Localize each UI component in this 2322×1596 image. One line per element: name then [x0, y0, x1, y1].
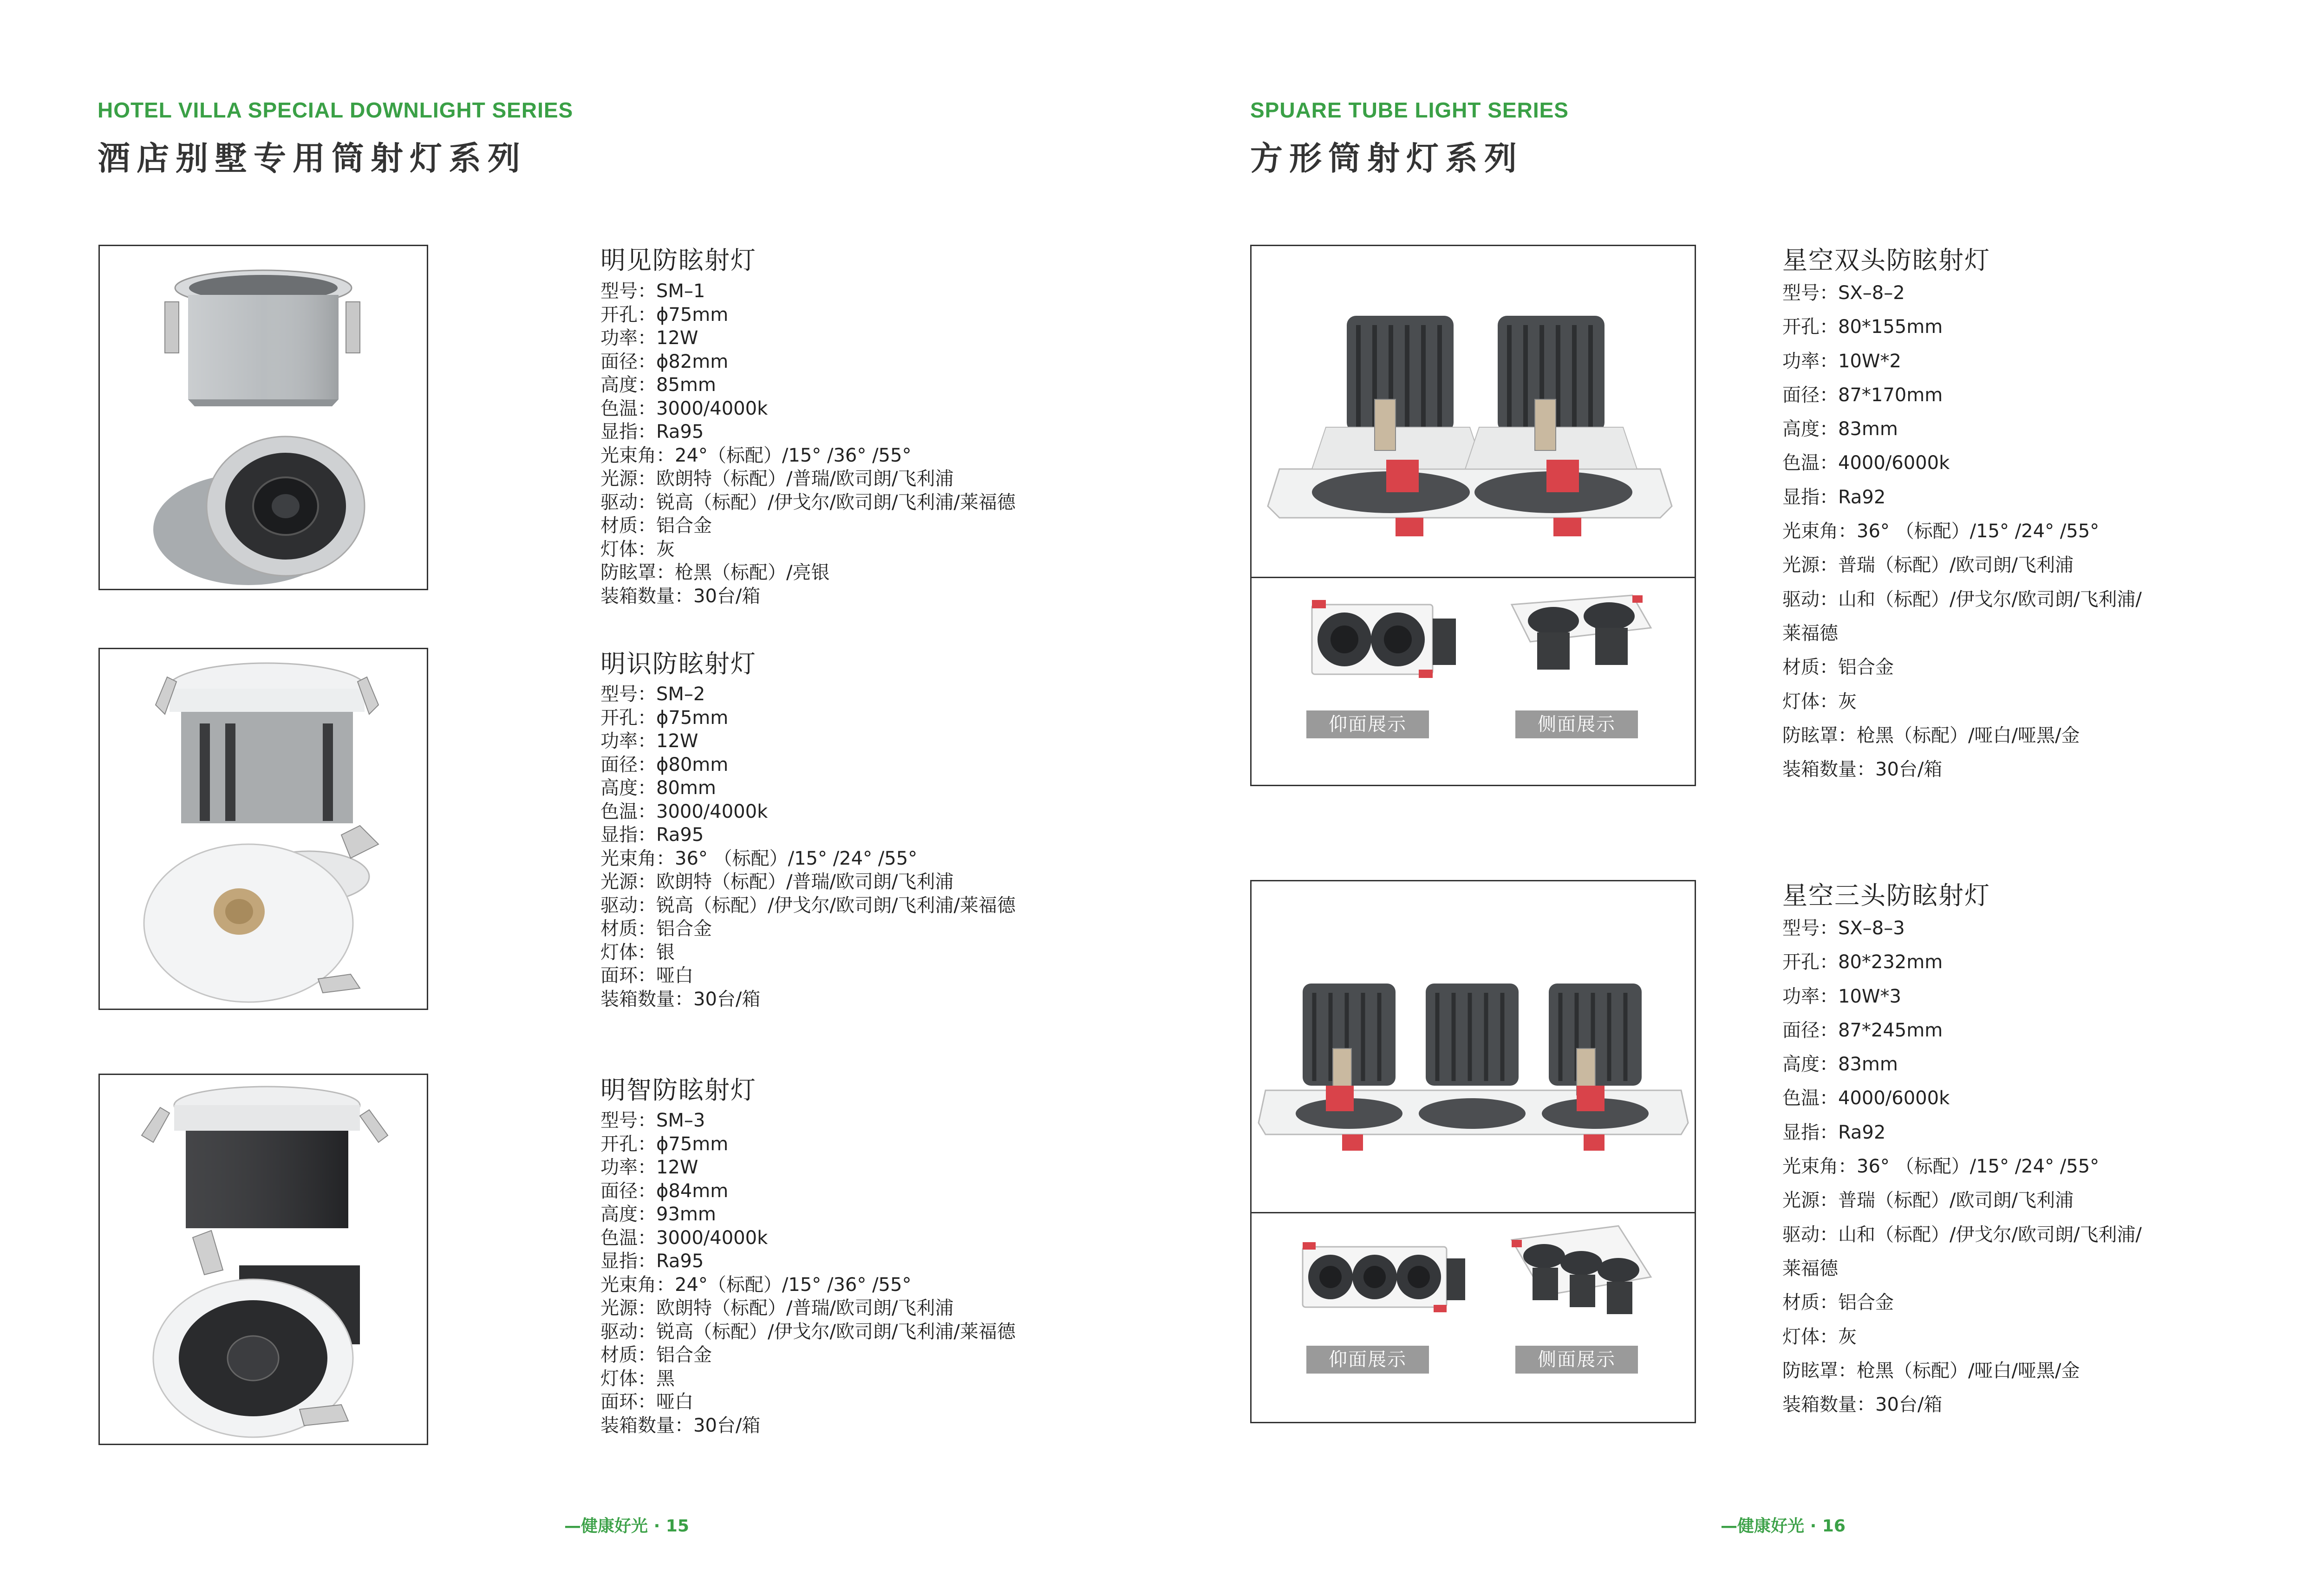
spec-line: 功率：12W	[600, 327, 698, 349]
spec-line: 面径：ϕ80mm	[600, 754, 729, 775]
spec-line: 高度：80mm	[600, 777, 716, 799]
product-title-sm1: 明见防眩射灯	[600, 246, 757, 275]
spec-line: 驱动：山和（标配）/伊戈尔/欧司朗/飞利浦/	[1782, 588, 2142, 610]
product-title-sx82: 星空双头防眩射灯	[1782, 246, 1990, 275]
spec-line: 防眩罩：枪黑（标配）/哑白/哑黑/金	[1782, 724, 2080, 746]
product-image-frame-sx82	[1250, 245, 1696, 786]
spec-line: 色温：4000/6000k	[1782, 1088, 1950, 1109]
product-image-frame-sm2	[98, 648, 428, 1010]
product-title-sm2: 明识防眩射灯	[600, 649, 757, 678]
page-number: 16	[1822, 1517, 1846, 1536]
spec-list-sm1	[600, 280, 1016, 608]
spec-line: 型号：SM–1	[600, 280, 705, 302]
spec-line: 光束角：36° （标配）/15° /24° /55°	[600, 847, 918, 869]
spec-line: 高度：93mm	[600, 1204, 716, 1225]
right-series-title-cn: 方形筒射灯系列	[1250, 139, 1523, 177]
spec-line: 防眩罩：枪黑（标配）/哑白/哑黑/金	[1782, 1360, 2080, 1381]
spec-line: 装箱数量：30台/箱	[600, 988, 761, 1010]
spec-line: 显指：Ra95	[600, 421, 704, 443]
spec-line: 装箱数量：30台/箱	[1782, 1394, 1943, 1416]
spec-line: 材质：铝合金	[600, 515, 712, 536]
spec-line: 驱动：锐高（标配）/伊戈尔/欧司朗/飞利浦/莱福德	[600, 894, 1016, 916]
spec-line: 防眩罩：枪黑（标配）/亮银	[600, 562, 830, 583]
bottom-view-tag: 仰面展示	[1306, 710, 1429, 738]
footer-dot: ·	[653, 1517, 660, 1536]
spec-line: 高度：83mm	[1782, 418, 1898, 440]
spec-list-sm2	[600, 683, 1016, 1011]
product-image-frame-sm3	[98, 1074, 428, 1445]
spec-line: 面径：ϕ84mm	[600, 1180, 729, 1202]
side-view-tag: 侧面展示	[1515, 1346, 1638, 1374]
footer-brand: —健康好光	[1721, 1517, 1805, 1536]
spec-line: 显指：Ra95	[600, 1251, 704, 1272]
spec-line: 材质：铝合金	[600, 918, 712, 939]
spec-line: 光源：欧朗特（标配）/普瑞/欧司朗/飞利浦	[600, 1297, 954, 1319]
left-series-title-cn: 酒店别墅专用筒射灯系列	[98, 139, 527, 177]
triple-head-light-illustration	[1252, 881, 1695, 1212]
spec-line: 光源：欧朗特（标配）/普瑞/欧司朗/飞利浦	[600, 468, 954, 489]
spec-line: 面环：哑白	[600, 965, 693, 986]
spec-line: 光源：欧朗特（标配）/普瑞/欧司朗/飞利浦	[600, 871, 954, 892]
triple-head-views-illustration	[1252, 1212, 1695, 1423]
spec-line: 材质：铝合金	[1782, 657, 1894, 678]
double-head-light-illustration	[1252, 246, 1695, 577]
spec-line: 灯体：银	[600, 941, 675, 963]
spec-line: 型号：SM–2	[600, 684, 705, 705]
spec-line: 开孔：80*155mm	[1782, 316, 1943, 338]
spec-line: 色温：3000/4000k	[600, 1227, 768, 1249]
spec-line: 显指：Ra95	[600, 824, 704, 846]
spec-line: 驱动：锐高（标配）/伊戈尔/欧司朗/飞利浦/莱福德	[600, 491, 1016, 513]
spec-list-sm3	[600, 1109, 1016, 1437]
spec-line: 高度：83mm	[1782, 1054, 1898, 1075]
spec-line: 灯体：灰	[1782, 691, 1857, 712]
downlight-sm3-illustration	[100, 1075, 427, 1444]
spec-line: 色温：4000/6000k	[1782, 452, 1950, 474]
spec-line: 装箱数量：30台/箱	[1782, 759, 1943, 781]
spec-line: 显指：Ra92	[1782, 1121, 1886, 1143]
spec-line: 功率：12W	[600, 730, 698, 752]
spec-line: 灯体：灰	[1782, 1326, 1857, 1348]
product-title-sm3: 明智防眩射灯	[600, 1075, 757, 1105]
spec-line: 型号：SX–8–3	[1782, 918, 1905, 939]
spec-line: 开孔：ϕ75mm	[600, 304, 729, 326]
spec-line: 光源：普瑞（标配）/欧司朗/飞利浦	[1782, 554, 2074, 576]
spec-line: 灯体：灰	[600, 538, 675, 560]
downlight-sm2-illustration	[100, 649, 427, 1009]
spec-line: 面径：ϕ82mm	[600, 351, 729, 372]
spec-list-sx83	[1782, 912, 2142, 1422]
spec-line: 灯体：黑	[600, 1368, 675, 1389]
double-head-views-illustration	[1252, 577, 1695, 786]
product-title-sx83: 星空三头防眩射灯	[1782, 881, 1990, 910]
spec-line: 材质：铝合金	[600, 1344, 712, 1366]
footer-dot: ·	[1810, 1517, 1817, 1536]
spec-line: 开孔：80*232mm	[1782, 951, 1943, 973]
spec-line: 色温：3000/4000k	[600, 801, 768, 822]
spec-line: 驱动：锐高（标配）/伊戈尔/欧司朗/飞利浦/莱福德	[600, 1321, 1016, 1342]
spec-line: 显指：Ra92	[1782, 486, 1886, 508]
right-page-footer	[1721, 1513, 1846, 1537]
spec-line: 面径：87*170mm	[1782, 384, 1943, 406]
spec-line: 开孔：ϕ75mm	[600, 1133, 729, 1155]
spec-line: 面径：87*245mm	[1782, 1019, 1943, 1041]
spec-line: 材质：铝合金	[1782, 1292, 1894, 1314]
spec-line: 装箱数量：30台/箱	[600, 1414, 761, 1436]
spec-line: 高度：85mm	[600, 374, 716, 396]
spec-line: 开孔：ϕ75mm	[600, 707, 729, 729]
spec-list-sx82	[1782, 276, 2142, 787]
spec-line: 莱福德	[1782, 1257, 1838, 1279]
spec-line: 功率：10W*2	[1782, 350, 1901, 372]
spec-line: 功率：12W	[600, 1157, 698, 1178]
side-view-tag: 侧面展示	[1515, 710, 1638, 738]
footer-brand: —健康好光	[564, 1517, 648, 1536]
spec-line: 光源：普瑞（标配）/欧司朗/飞利浦	[1782, 1190, 2074, 1212]
spec-line: 莱福德	[1782, 622, 1838, 644]
product-image-frame-sx83	[1250, 880, 1696, 1423]
right-series-title-en: SPUARE TUBE LIGHT SERIES	[1250, 98, 1569, 122]
product-image-frame-sm1	[98, 245, 428, 590]
spec-line: 光束角：24°（标配）/15° /36° /55°	[600, 444, 912, 466]
downlight-sm1-illustration	[100, 246, 427, 589]
page-number: 15	[665, 1517, 689, 1536]
spec-line: 光束角：36° （标配）/15° /24° /55°	[1782, 521, 2100, 542]
spec-line: 面环：哑白	[600, 1391, 693, 1413]
bottom-view-tag: 仰面展示	[1306, 1346, 1429, 1374]
spec-line: 装箱数量：30台/箱	[600, 585, 761, 607]
spec-line: 驱动：山和（标配）/伊戈尔/欧司朗/飞利浦/	[1782, 1224, 2142, 1245]
spec-line: 光束角：36° （标配）/15° /24° /55°	[1782, 1156, 2100, 1178]
spec-line: 功率：10W*3	[1782, 985, 1901, 1007]
spec-line: 型号：SX–8–2	[1782, 282, 1905, 304]
left-series-title-en: HOTEL VILLA SPECIAL DOWNLIGHT SERIES	[98, 98, 574, 122]
spec-line: 色温：3000/4000k	[600, 397, 768, 419]
spec-line: 光束角：24°（标配）/15° /36° /55°	[600, 1274, 912, 1296]
left-page-footer	[564, 1513, 689, 1537]
spec-line: 型号：SM–3	[600, 1110, 705, 1131]
